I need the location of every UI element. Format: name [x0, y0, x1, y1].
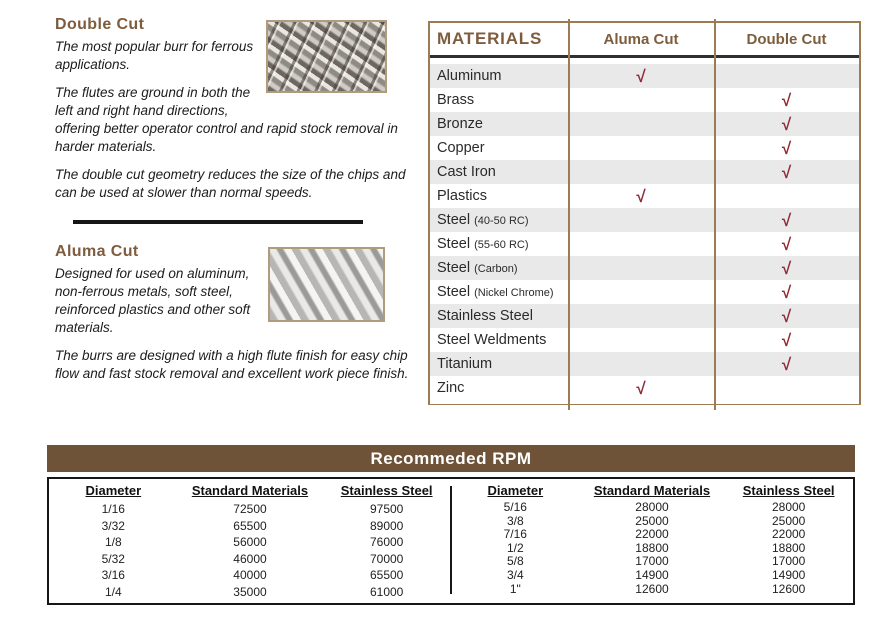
double-cut-checkmark: √ — [781, 282, 792, 302]
materials-table-column-divider-1 — [568, 19, 570, 410]
table-row — [49, 567, 451, 584]
stainless-rpm-value: 61000 — [369, 584, 404, 599]
double-cut-paragraph-2: The flutes are ground in both the left and right hand directions, offering better operator control and rapid stock removal in harder materials. — [55, 85, 398, 154]
standard-materials-header: Standard Materials — [593, 483, 711, 498]
aluma-cut-section — [55, 243, 419, 393]
standard-rpm-value: 56000 — [233, 535, 267, 549]
stainless-rpm-value: 76000 — [369, 535, 404, 549]
table-row — [451, 542, 853, 556]
diameter-value: 7/16 — [503, 527, 527, 542]
diameter-value: 1/16 — [101, 502, 125, 516]
table-row — [451, 528, 853, 542]
table-row — [430, 304, 859, 328]
aluma-cut-header-label: Aluma Cut — [603, 30, 679, 48]
table-row — [430, 232, 859, 256]
table-row — [430, 64, 859, 88]
diameter-value: 3/32 — [101, 518, 125, 533]
materials-table-header — [430, 23, 859, 58]
materials-table — [428, 21, 861, 405]
table-row — [430, 184, 859, 208]
standard-rpm-value: 40000 — [233, 568, 267, 582]
double-cut-checkmark: √ — [781, 210, 792, 230]
material-name: Plastics — [437, 188, 487, 204]
table-row — [49, 501, 451, 518]
diameter-value: 3/4 — [506, 567, 524, 582]
material-name: Bronze — [437, 116, 483, 132]
double-cut-checkmark: √ — [781, 306, 792, 326]
table-row — [430, 88, 859, 112]
table-row — [451, 583, 853, 597]
table-row — [451, 555, 853, 569]
aluma-cut-checkmark: √ — [636, 378, 646, 398]
stainless-steel-header: Stainless Steel — [742, 483, 835, 498]
table-row — [451, 569, 853, 583]
material-note: (55-60 RC) — [474, 239, 529, 251]
table-row — [49, 534, 451, 551]
material-name: Titanium — [437, 356, 493, 372]
material-name: Zinc — [437, 380, 465, 396]
rpm-title: Recommeded RPM — [370, 449, 532, 468]
rpm-header-row — [451, 483, 853, 501]
stainless-rpm-value: 25000 — [771, 513, 806, 528]
diameter-value: 3/8 — [506, 513, 524, 528]
standard-rpm-value: 65500 — [233, 518, 267, 533]
table-row — [430, 136, 859, 160]
aluma-cut-paragraph-1: Designed for used on aluminum, non-ferrous metals, soft steel, reinforced plastics and other soft materials. — [55, 266, 251, 335]
material-name: Steel Weldments — [437, 332, 547, 348]
double-cut-title: Double Cut — [55, 16, 145, 33]
diameter-value: 5/8 — [506, 554, 524, 569]
double-cut-checkmark: √ — [781, 162, 792, 182]
rpm-table-left-half — [49, 483, 451, 603]
double-cut-section — [55, 16, 419, 212]
diameter-header: Diameter — [85, 483, 142, 498]
standard-rpm-value: 28000 — [635, 500, 669, 514]
stainless-rpm-value: 14900 — [771, 567, 806, 582]
diameter-value: 5/16 — [503, 500, 527, 514]
diameter-value: 1/8 — [104, 535, 122, 549]
aluma-cut-burr-photo — [268, 247, 385, 322]
material-note: (40-50 RC) — [474, 215, 529, 227]
stainless-steel-header: Stainless Steel — [340, 483, 433, 498]
standard-rpm-value: 35000 — [233, 584, 267, 599]
table-row — [430, 328, 859, 352]
aluma-cut-checkmark: √ — [636, 66, 646, 86]
material-note: (Nickel Chrome) — [474, 287, 554, 299]
aluma-cut-paragraph-2: The burrs are designed with a high flute finish for easy chip flow and fast stock removal and excellent work piece finish. — [55, 348, 409, 381]
material-name: Aluminum — [437, 68, 502, 84]
double-cut-checkmark: √ — [781, 138, 792, 158]
standard-materials-header: Standard Materials — [191, 483, 309, 498]
double-cut-paragraph-1: The most popular burr for ferrous applications. — [55, 39, 254, 72]
standard-rpm-value: 14900 — [635, 567, 669, 582]
table-row — [49, 584, 451, 601]
double-cut-checkmark: √ — [781, 354, 792, 374]
material-name: Steel — [437, 212, 471, 228]
stainless-rpm-value: 18800 — [771, 540, 806, 555]
standard-rpm-value: 25000 — [635, 513, 669, 528]
table-row — [430, 112, 859, 136]
double-cut-checkmark: √ — [781, 114, 792, 134]
rpm-header-row — [49, 483, 451, 501]
double-cut-header-label: Double Cut — [746, 30, 827, 48]
materials-table-body — [430, 58, 859, 404]
double-cut-checkmark: √ — [781, 234, 792, 254]
table-row — [430, 256, 859, 280]
diameter-value: 1/2 — [506, 540, 524, 555]
stainless-rpm-value: 12600 — [771, 581, 806, 596]
diameter-value: 1/4 — [104, 584, 122, 599]
material-name: Stainless Steel — [437, 308, 533, 324]
stainless-rpm-value: 70000 — [369, 551, 404, 566]
diameter-header: Diameter — [487, 483, 544, 498]
standard-rpm-value: 17000 — [635, 554, 669, 569]
stainless-rpm-value: 17000 — [771, 554, 806, 569]
table-row — [451, 501, 853, 515]
table-row — [49, 518, 451, 535]
table-row — [430, 208, 859, 232]
table-row — [451, 515, 853, 529]
double-cut-checkmark: √ — [781, 258, 792, 278]
standard-rpm-value: 22000 — [635, 527, 669, 542]
material-name: Brass — [437, 92, 475, 108]
section-divider-rule — [73, 220, 363, 224]
aluma-cut-checkmark: √ — [636, 186, 646, 206]
rpm-table — [47, 477, 855, 605]
rpm-table-right-half — [451, 483, 853, 603]
table-row — [49, 551, 451, 568]
double-cut-paragraph-3: The double cut geometry reduces the size of the chips and can be used at slower than normal speeds. — [55, 167, 406, 200]
material-name: Steel — [437, 284, 471, 300]
material-note: (Carbon) — [474, 263, 518, 275]
diameter-value: 3/16 — [101, 568, 125, 582]
standard-rpm-value: 72500 — [233, 502, 267, 516]
diameter-value: 5/32 — [101, 551, 125, 566]
double-cut-burr-photo — [266, 20, 387, 93]
table-row — [430, 160, 859, 184]
material-name: Copper — [437, 140, 485, 156]
stainless-rpm-value: 28000 — [771, 500, 806, 514]
material-name: Steel — [437, 260, 471, 276]
table-row — [430, 376, 859, 400]
stainless-rpm-value: 65500 — [369, 568, 404, 582]
aluma-cut-title: Aluma Cut — [55, 243, 139, 260]
standard-rpm-value: 12600 — [635, 581, 669, 596]
material-name: Cast Iron — [437, 164, 496, 180]
double-cut-checkmark: √ — [781, 90, 792, 110]
standard-rpm-value: 18800 — [635, 540, 669, 555]
stainless-rpm-value: 89000 — [369, 518, 404, 533]
table-row — [430, 352, 859, 376]
stainless-rpm-value: 97500 — [369, 502, 404, 516]
double-cut-checkmark: √ — [781, 330, 792, 350]
rpm-title-bar — [47, 445, 855, 472]
material-name: Steel — [437, 236, 471, 252]
table-row — [430, 280, 859, 304]
materials-table-column-divider-2 — [714, 19, 716, 410]
standard-rpm-value: 46000 — [233, 551, 267, 566]
diameter-value: 1" — [509, 581, 521, 596]
rpm-center-divider — [450, 486, 452, 594]
materials-header-label: MATERIALS — [437, 29, 543, 48]
stainless-rpm-value: 22000 — [771, 527, 806, 542]
